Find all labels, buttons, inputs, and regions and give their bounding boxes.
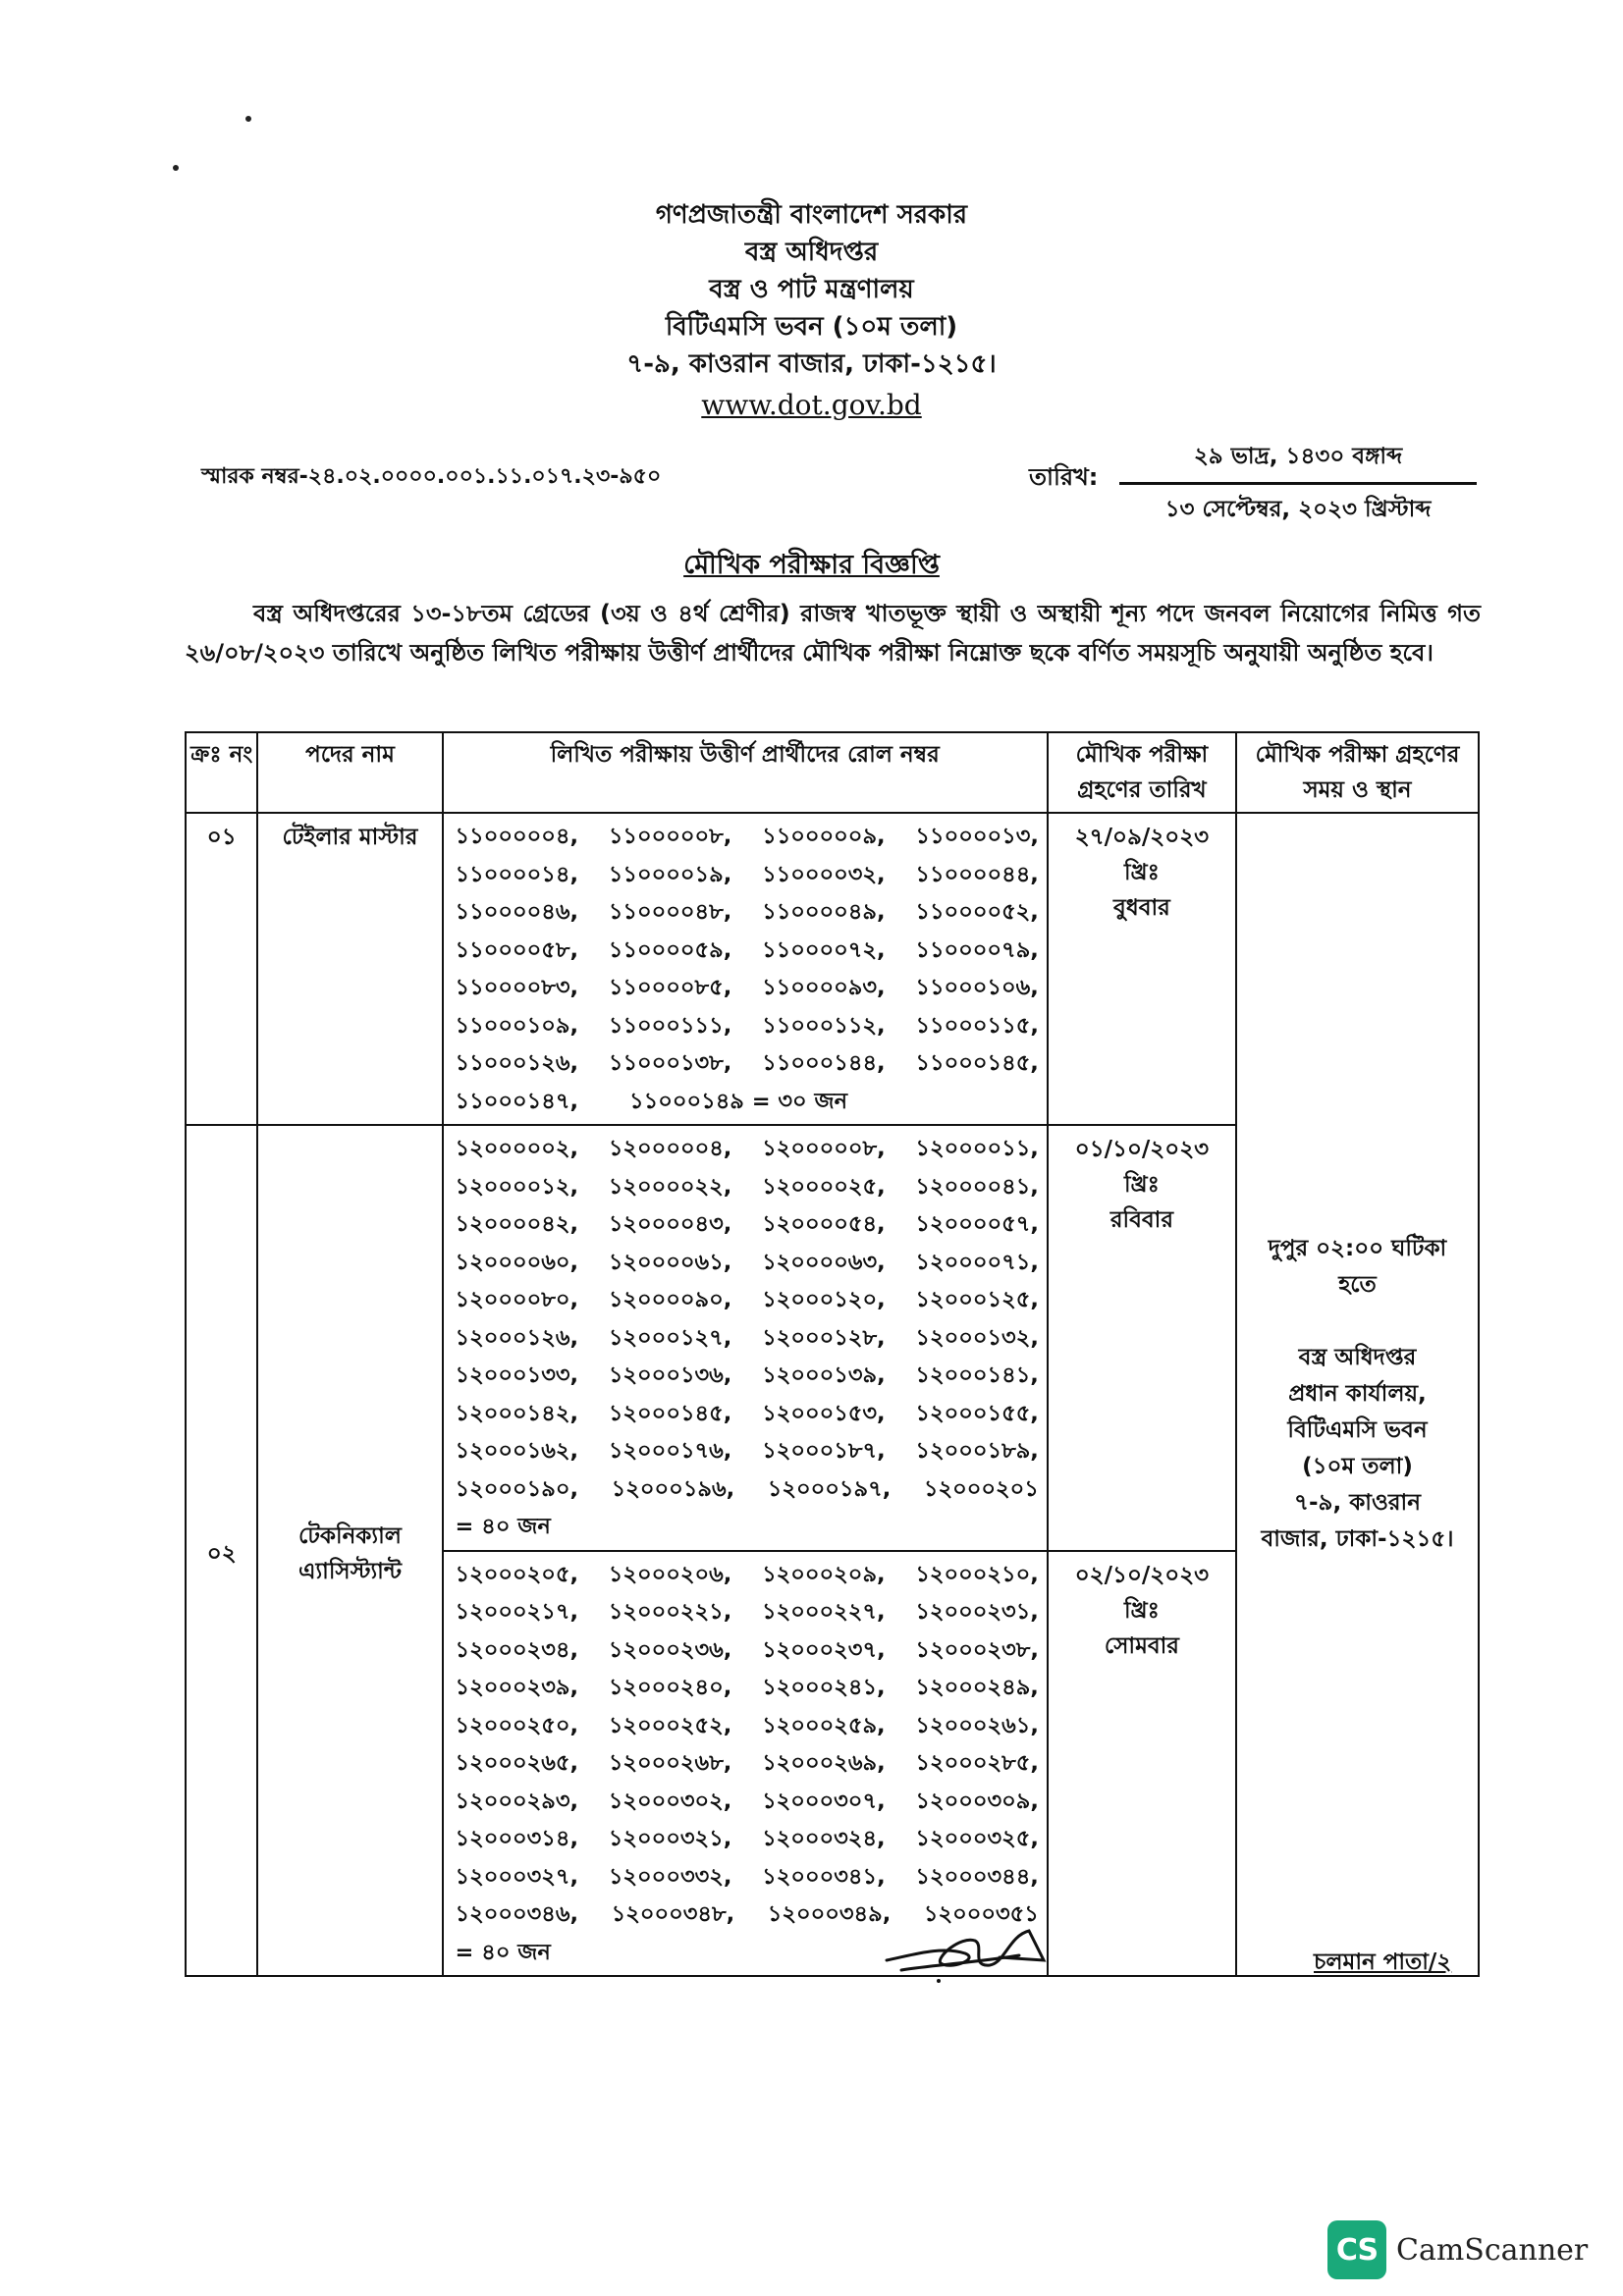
roll-number: ১২০০০২৩৪, [455,1636,579,1663]
notice-title [0,545,1623,589]
roll-number: ১১০০০০৪৪, [915,861,1039,887]
venue-line3: বিটিএমসি ভবন [1287,1417,1428,1443]
venue-line4: (১০ম তলা) [1302,1454,1413,1479]
roll-number: ১১০০০০৪৬, [455,899,579,925]
roll-line [456,1083,1039,1121]
roll-line [456,856,1039,894]
header-rolls: লিখিত পরীক্ষায় উত্তীর্ণ প্রার্থীদের রোল নম্বর [443,732,1048,813]
roll-number: ১২০০০২১০, [915,1561,1039,1587]
roll-number: ১২০০০২৩৮, [915,1636,1039,1663]
roll-line [456,1593,1039,1631]
camscanner-text: CamScanner [1396,2232,1589,2268]
roll-line [456,932,1039,970]
roll-line [456,1319,1039,1358]
roll-number: ১২০০০২৩১, [915,1599,1039,1625]
continued-page-note: চলমান পাতা/২ [1314,1949,1452,1975]
roll-number: ১২০০০২২৭, [762,1599,886,1625]
roll-line [456,1395,1039,1433]
header-time: মৌখিক পরীক্ষা গ্রহণের সময় ও স্থান [1236,732,1479,813]
roll-number: ১১০০০০০৯, [762,824,886,849]
roll-total: = ৪০ জন [455,1939,551,1965]
roll-number: ১২০০০০১২, [455,1173,579,1200]
exam-day: রবিবার [1109,1207,1173,1233]
roll-number: ১২০০০২০১ [923,1475,1039,1502]
roll-number: ১২০০০৩৫১ [923,1901,1039,1927]
roll-number: ১১০০০১৪৯ = ৩০ জন [629,1088,848,1114]
roll-number: ১২০০০২১৭, [455,1599,579,1625]
roll-number: ১১০০০১০৯, [455,1012,578,1039]
exam-date: ০১/১০/২০২৩ [1074,1137,1210,1162]
roll-line [456,818,1039,856]
roll-number: ১১০০০০৫৯, [608,936,732,963]
roll-number: ১২০০০১৫৫, [915,1400,1039,1426]
roll-number: ১২০০০০৪২, [455,1211,579,1237]
roll-line [456,1783,1039,1821]
roll-number: ১২০০০২২১, [608,1599,732,1625]
roll-number: ১২০০০১৯৬, [611,1475,735,1502]
roll-number: ১২০০০৩৪৯, [767,1901,892,1927]
roll-number: ১২০০০০৬১, [608,1249,732,1275]
roll-number: ১১০০০১১৫, [915,1012,1039,1039]
row1-post: টেইলার মাস্টার [257,813,442,1125]
roll-number: ১১০০০০৪৮, [608,899,732,925]
roll-number: ১২০০০২৪১, [762,1675,886,1700]
govt-name: গণপ্রজাতন্ত্রী বাংলাদেশ সরকার [655,200,968,230]
roll-number: ১২০০০০৪৩, [608,1211,732,1237]
roll-number: ১২০০০৩২৭, [455,1863,579,1890]
exam-era: খ্রিঃ [1123,1597,1160,1624]
row2b-date [1048,1551,1236,1977]
roll-number: ১২০০০১২০, [762,1287,886,1312]
row2-sl: ০২ [186,1125,257,1976]
venue-line1: বস্ত্র অধিদপ্তর [1298,1345,1417,1370]
roll-number: ১১০০০১৪৫, [915,1050,1039,1076]
roll-number: ১১০০০০৫৮, [455,936,578,963]
exam-time: দুপুর ০২:০০ ঘটিকা [1268,1236,1447,1261]
roll-number: ১২০০০২৫০, [455,1712,579,1738]
roll-number: ১২০০০১৪১, [915,1362,1039,1388]
roll-number: ১২০০০১৩৬, [608,1362,732,1388]
roll-number: ১২০০০৩২৫, [915,1826,1039,1851]
exam-era: খ্রিঃ [1123,1172,1160,1198]
roll-number: ১২০০০১২৫, [915,1287,1039,1312]
roll-number: ১২০০০২০৯, [762,1561,886,1587]
address: ৭-৯, কাওরান বাজার, ঢাকা-১২১৫। [626,349,997,379]
roll-number: ১১০০০১৩৮, [608,1050,732,1076]
roll-number: ১২০০০২৩৯, [455,1675,579,1700]
roll-line [456,1044,1039,1083]
scan-speck [245,116,251,122]
roll-number: ১১০০০০৫২, [915,899,1039,925]
ministry-name: বস্ত্র ও পাট মন্ত্রণালয় [709,275,914,304]
roll-number: ১২০০০১২৬, [455,1324,579,1351]
roll-number: ১২০০০২৯৩, [455,1788,579,1814]
venue-line5: ৭-৯, কাওরান [1294,1490,1421,1516]
roll-number: ১২০০০০০৪, [608,1136,732,1161]
exam-era: খ্রিঃ [1123,860,1160,885]
table-row [186,813,1479,1125]
roll-line [456,1669,1039,1707]
date-bangla: ২৯ ভাদ্র, ১৪৩০ বঙ্গাব্দ [1119,438,1477,485]
roll-number: ১২০০০১৯৭, [767,1475,892,1502]
roll-total: = ৪০ জন [455,1514,551,1539]
header-sl: ক্রঃ নং [186,732,257,813]
roll-number: ১২০০০০২২, [608,1173,732,1200]
row1-rolls [443,813,1048,1125]
roll-number: ১২০০০১৪২, [455,1400,579,1426]
roll-number: ১২০০০৩০৯, [915,1788,1039,1814]
roll-line [456,969,1039,1007]
roll-line [456,1244,1039,1282]
roll-number: ১২০০০২৬৮, [608,1750,732,1776]
roll-number: ১২০০০১৩৯, [762,1362,886,1388]
roll-number: ১২০০০০৮০, [455,1287,579,1312]
roll-number: ১১০০০০০৮, [608,824,732,849]
roll-number: ১২০০০১৭৬, [608,1438,732,1464]
roll-number: ১১০০০১১২, [762,1012,886,1039]
roll-number: ১১০০০০৭২, [762,936,886,963]
roll-line [456,1205,1039,1244]
roll-line [456,1168,1039,1206]
exam-day: সোমবার [1104,1632,1179,1659]
roll-number: ১১০০০১১১, [608,1012,732,1039]
roll-number: ১১০০০১৪৪, [762,1050,886,1076]
roll-number: ১২০০০১৪৫, [608,1400,732,1426]
roll-number: ১২০০০১৮৯, [915,1438,1039,1464]
date-block [1119,438,1477,529]
memo-number: স্মারক নম্বর-২৪.০২.০০০০.০০১.১১.০১৭.২৩-৯৫০ [201,464,662,489]
roll-number: ১১০০০০৮৩, [455,975,579,1000]
roll-line [456,1007,1039,1045]
roll-number: ১২০০০১২৭, [608,1324,732,1351]
venue-line2: প্রধান কার্যালয়, [1288,1381,1427,1407]
roll-number: ১২০০০২০৬, [608,1561,732,1587]
row1-sl: ০১ [186,813,257,1125]
roll-number: ১১০০০০৪৯, [762,899,886,925]
roll-number: ১১০০০১৪৭, [455,1088,578,1114]
roll-number: ১১০০০১২৬, [455,1050,579,1076]
roll-number: ১১০০০০০৪, [455,824,579,849]
roll-number: ১২০০০০৬৩, [762,1249,886,1275]
roll-number: ১২০০০২৪৯, [915,1675,1039,1700]
roll-number: ১১০০০০৩২, [762,861,886,887]
letterhead [0,196,1623,424]
roll-line [456,1281,1039,1319]
roll-number: ১২০০০১৬২, [455,1438,579,1464]
roll-number: ১১০০০০১৩, [915,824,1039,849]
roll-number: ১১০০০০৭৯, [915,936,1039,963]
camscanner-logo-icon: CS [1327,2220,1386,2279]
roll-number: ১২০০০৩০২, [608,1788,732,1814]
exam-day: বুধবার [1113,895,1170,921]
roll-number: ১২০০০২৬৯, [762,1750,886,1776]
roll-number: ১২০০০২৫২, [608,1712,732,1738]
roll-number: ১২০০০২৮৫, [915,1750,1039,1776]
roll-number: ১১০০০১০৬, [915,975,1039,1000]
roll-number: ১২০০০০৯০, [608,1287,732,1312]
roll-number: ১২০০০২৪০, [608,1675,732,1700]
roll-line [456,893,1039,932]
roll-line [456,1820,1039,1858]
roll-number: ১২০০০০৬০, [455,1249,579,1275]
roll-number: ১২০০০৩১৪, [455,1826,579,1851]
roll-line [456,1357,1039,1395]
roll-line [456,1470,1039,1509]
notice-body: বস্ত্র অধিদপ্তরের ১৩-১৮তম গ্রেডের (৩য় ও ৪র্থ শ্রেণীর) রাজস্ব খাতভূক্ত স্থায়ী ও অস্থায়ী শূন্য পদে জনবল নিয়োগের নিমিত্ত গত ২৬/০৮/২০২৩ তারিখে অনুষ্ঠিত লিখিত পরীক্ষায় উত্তীর্ণ প্রার্থীদের মৌখিক পরীক্ষা নিম্নোক্ত ছকে বর্ণিত সময়সূচি অনুযায়ী অনুষ্ঠিত হবে। [185,600,1481,667]
signature-icon [882,1916,1058,1989]
roll-number: ১২০০০২০৫, [455,1561,579,1587]
roll-number: ১২০০০৩২৪, [762,1826,886,1851]
roll-number: ১২০০০১৯০, [455,1475,579,1502]
roll-number: ১২০০০১৮৭, [762,1438,886,1464]
roll-number: ১২০০০২৬৫, [455,1750,579,1776]
row2a-rolls [443,1125,1048,1551]
roll-line [456,1707,1039,1745]
roll-number: ১২০০০৩২১, [608,1826,732,1851]
camscanner-watermark [1327,2220,1588,2279]
roll-number: ১২০০০০০২, [455,1136,579,1161]
roll-number: ১১০০০০৮৫, [608,975,732,1000]
roll-number: ১২০০০৩৩২, [608,1863,732,1890]
schedule-table [185,731,1480,1977]
building-name: বিটিএমসি ভবন (১০ম তলা) [665,312,958,342]
venue-line6: বাজার, ঢাকা-১২১৫। [1261,1526,1454,1552]
exam-date: ২৭/০৯/২০২৩ [1074,825,1210,850]
roll-number: ১২০০০১২৮, [762,1324,886,1351]
table-header-row [186,732,1479,813]
row2a-date [1048,1125,1236,1551]
roll-number: ১২০০০০১১, [915,1136,1039,1161]
roll-number: ১২০০০২৩৭, [762,1636,886,1663]
roll-line [456,1556,1039,1594]
roll-number: ১২০০০০৪১, [915,1173,1039,1200]
roll-number: ১২০০০০৫৪, [762,1211,886,1237]
roll-number: ১২০০০১৩২, [915,1324,1039,1351]
time-place-cell [1236,813,1479,1976]
roll-number: ১১০০০০১৯, [608,861,732,887]
roll-line [456,1432,1039,1470]
website-link[interactable]: www.dot.gov.bd [701,389,922,421]
scan-speck [173,165,179,171]
roll-number: ১২০০০১৩৩, [455,1362,579,1388]
roll-number: ১১০০০০৯৩, [762,975,886,1000]
roll-number: ১২০০০২৫৯, [762,1712,886,1738]
roll-line [456,1858,1039,1896]
roll-number: ১২০০০০৭১, [915,1249,1039,1275]
roll-number: ১২০০০১৫৩, [762,1400,886,1426]
roll-number: ১২০০০০০৮, [762,1136,886,1161]
roll-number: ১২০০০৩৪১, [762,1863,886,1890]
roll-number: ১২০০০৩৪৮, [611,1901,735,1927]
row2-post: টেকনিক্যাল এ্যাসিস্ট্যান্ট [257,1125,442,1976]
header-post: পদের নাম [257,732,442,813]
exam-time-from: হতে [1338,1272,1377,1298]
date-label: তারিখ: [1029,463,1099,491]
roll-number: ১২০০০৩৪৬, [455,1901,579,1927]
roll-line [456,1744,1039,1783]
department-name: বস্ত্র অধিদপ্তর [744,238,879,267]
roll-number: ১২০০০২৬১, [915,1712,1039,1738]
roll-number: ১২০০০০৫৭, [915,1211,1039,1237]
exam-date: ০২/১০/২০২৩ [1074,1562,1210,1588]
row1-date [1048,813,1236,1125]
roll-number: ১২০০০০২৫, [762,1173,886,1200]
notice-title-text: মৌখিক পরীক্ষার বিজ্ঞপ্তি [683,550,940,580]
roll-number: ১২০০০৩০৭, [762,1788,886,1814]
roll-line [456,1631,1039,1670]
row2b-rolls [443,1551,1048,1977]
header-date: মৌখিক পরীক্ষা গ্রহণের তারিখ [1048,732,1236,813]
roll-number: ১২০০০৩৪৪, [915,1863,1039,1890]
roll-number: ১২০০০২৩৬, [608,1636,732,1663]
date-english: ১৩ সেপ্টেম্বর, ২০২৩ খ্রিস্টাব্দ [1164,497,1432,522]
roll-line [456,1130,1039,1168]
roll-number: ১১০০০০১৪, [455,861,578,887]
